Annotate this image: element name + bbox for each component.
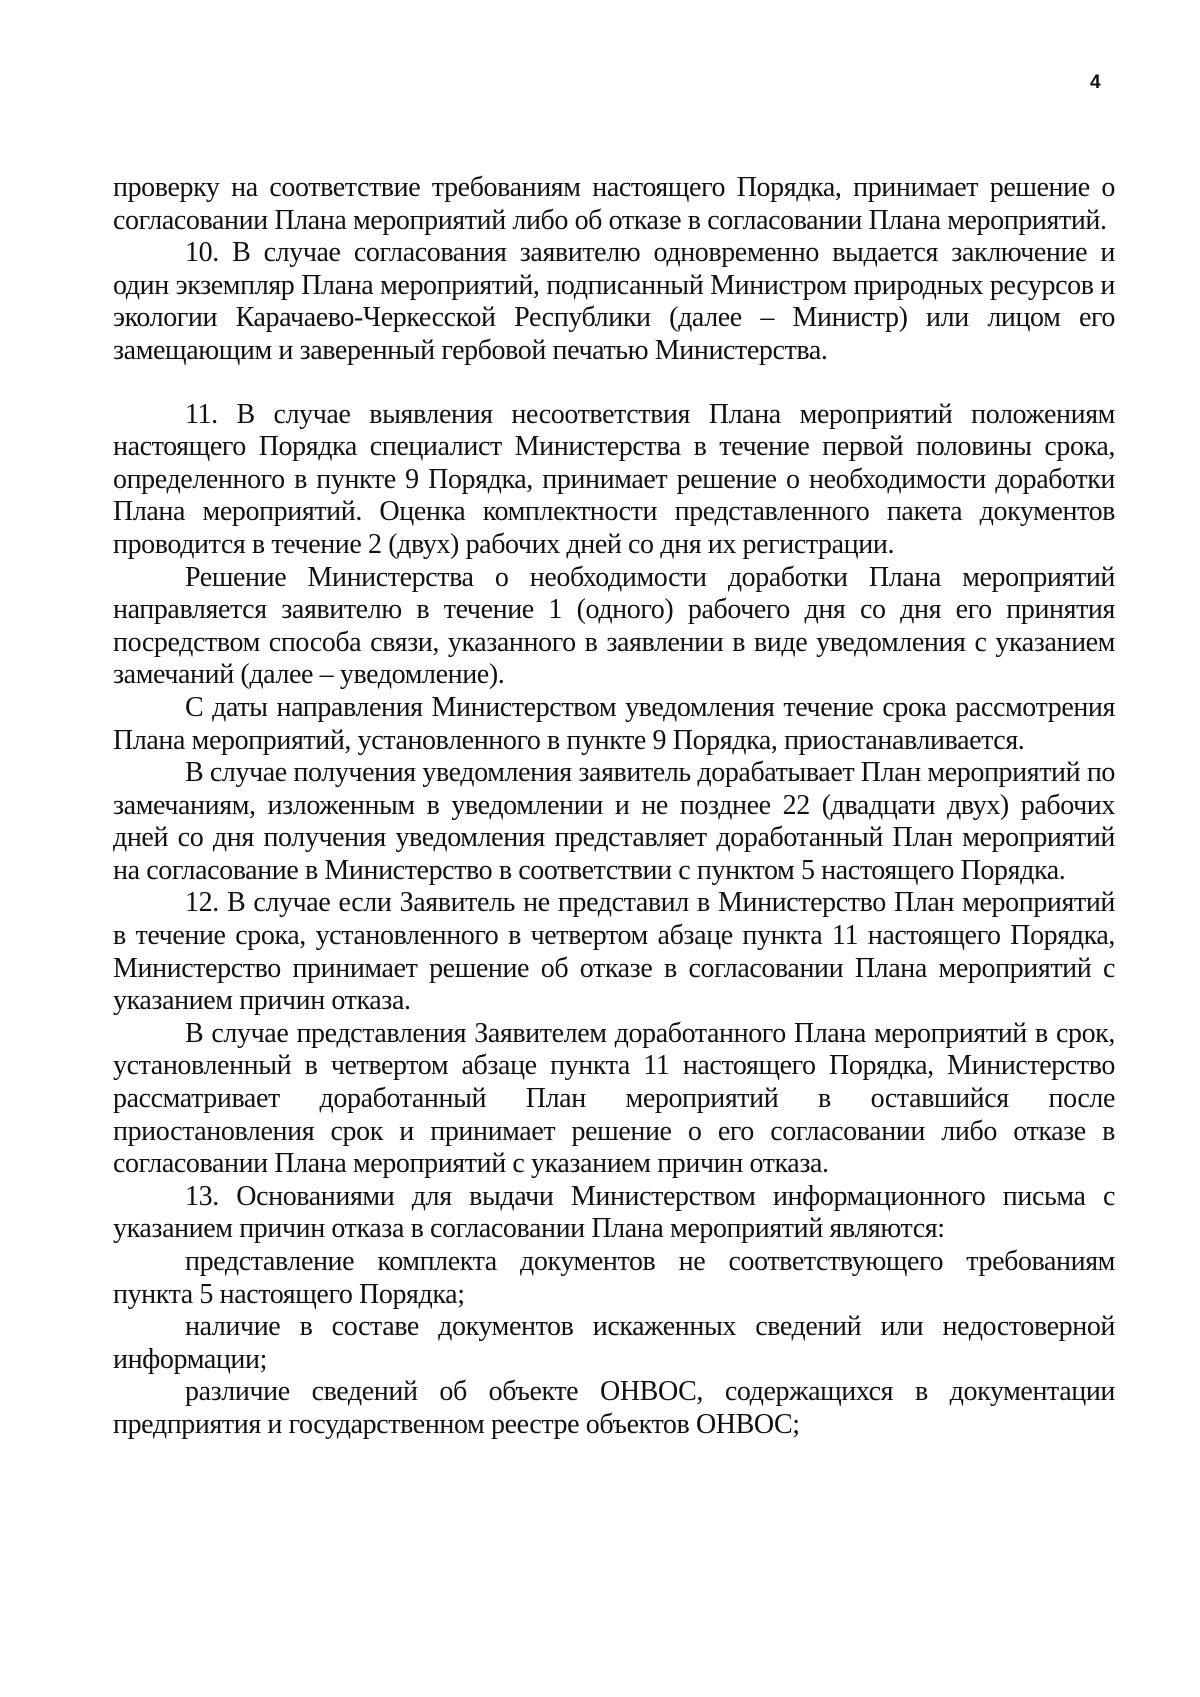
paragraph-item-11: 11. В случае выявления несоответствия Плана мероприятий положениям настоящего Порядка специалист Министерства в течение первой половины срока, определенного в пункте 9 Порядка, принимает решение о необходимости доработки Плана мероприятий. Оценка комплектности представленного пакета документов проводится в течение 2 (двух) рабочих дней со дня их регистрации. bbox=[113, 398, 1115, 560]
page-number: 4 bbox=[1090, 72, 1101, 93]
paragraph-continuation: проверку на соответствие требованиям настоящего Порядка, принимает решение о согласовании Плана мероприятий либо об отказе в согласовании Плана мероприятий. bbox=[113, 172, 1115, 236]
paragraph-ground-3: различие сведений об объекте ОНВОС, содержащихся в документации предприятия и государственном реестре объектов ОНВОС; bbox=[113, 1376, 1115, 1440]
paragraph-resubmission: В случае представления Заявителем доработанного Плана мероприятий в срок, установленный в четвертом абзаце пункта 11 настоящего Порядка, Министерство рассматривает доработанный План мероприятий в оставшийся после приостановления срок и принимает решение о его согласовании либо отказе в согласовании Плана мероприятий с указанием причин отказа. bbox=[113, 1017, 1115, 1180]
paragraph-suspension: С даты направления Министерством уведомления течение срока рассмотрения Плана мероприятий, установленного в пункте 9 Порядка, приостанавливается. bbox=[113, 691, 1115, 756]
paragraph-item-12: 12. В случае если Заявитель не представил в Министерство План мероприятий в течение срока, установленного в четвертом абзаце пункта 11 настоящего Порядка, Министерство принимает решение об отказе в согласовании Плана мероприятий с указанием причин отказа. bbox=[113, 887, 1115, 1017]
paragraph-item-10: 10. В случае согласования заявителю одновременно выдается заключение и один экземпляр Плана мероприятий, подписанный Министром природных ресурсов и экологии Карачаево-Черкесской Республики (далее – Министр) или лицом его замещающим и заверенный гербовой печатью Министерства. bbox=[113, 237, 1115, 366]
paragraph-item-13: 13. Основаниями для выдачи Министерством информационного письма с указанием причин отказа в согласовании Плана мероприятий являются: bbox=[113, 1180, 1115, 1245]
paragraph-revision: В случае получения уведомления заявитель дорабатывает План мероприятий по замечаниям, изложенным в уведомлении и не позднее 22 (двадцати двух) рабочих дней со дня получения уведомления представляет доработанный План мероприятий на согласование в Министерство в соответствии с пунктом 5 настоящего Порядка. bbox=[113, 757, 1115, 886]
paragraph-ground-1: представление комплекта документов не соответствующего требованиям пункта 5 настоящего Порядка; bbox=[113, 1246, 1115, 1310]
paragraph-ground-2: наличие в составе документов искаженных сведений или недостоверной информации; bbox=[113, 1311, 1115, 1375]
paragraph-notification: Решение Министерства о необходимости доработки Плана мероприятий направляется заявителю в течение 1 (одного) рабочего дня со дня его принятия посредством способа связи, указанного в заявлении в виде уведомления с указанием замечаний (далее – уведомление). bbox=[113, 561, 1115, 691]
document-body bbox=[113, 172, 1115, 1442]
